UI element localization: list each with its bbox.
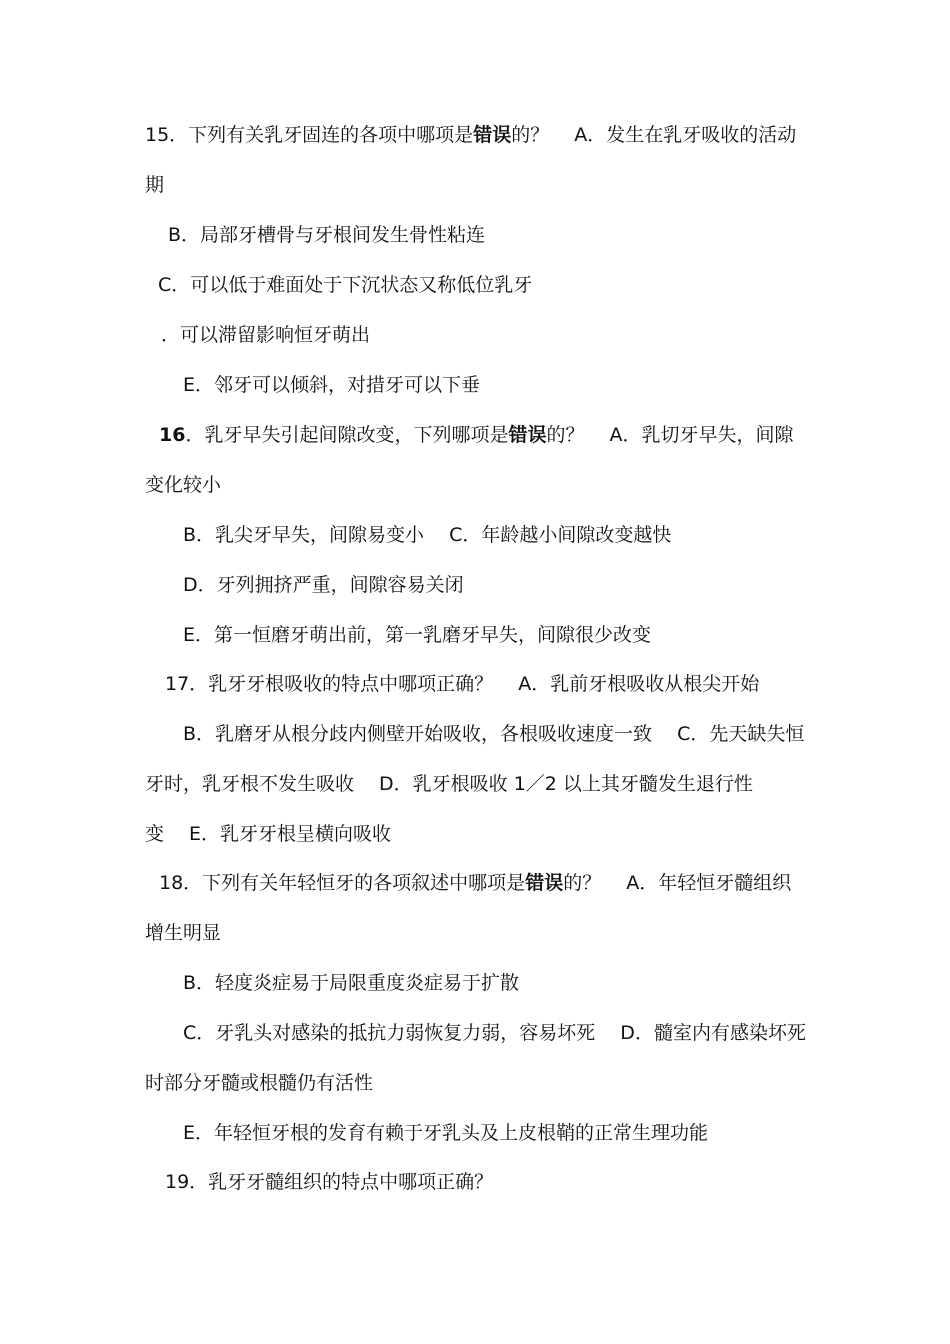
- q16-stem: 16．乳牙早失引起间隙改变，下列哪项是错误的？ A．乳切牙早失，间隙: [159, 424, 794, 446]
- q18-option-b: B．轻度炎症易于局限重度炎症易于扩散: [183, 972, 520, 994]
- q17-stem: 17．乳牙牙根吸收的特点中哪项正确？ A．乳前牙根吸收从根尖开始: [165, 673, 760, 695]
- q15-option-b: B．局部牙槽骨与牙根间发生骨性粘连: [168, 224, 486, 246]
- emphasis-wrong: 错误: [525, 872, 564, 894]
- q17-option-e: 变 E．乳牙牙根呈横向吸收: [145, 823, 392, 845]
- q16-stem-cont: 变化较小: [145, 474, 222, 496]
- q15-option-e: E．邻牙可以倾斜，对措牙可以下垂: [183, 374, 481, 396]
- q16-number: 16: [159, 424, 186, 446]
- q16-option-d: D．牙列拥挤严重，间隙容易关闭: [183, 574, 464, 596]
- q15-option-d: ．可以滞留影响恒牙萌出: [161, 324, 371, 346]
- q15-option-c: C．可以低于难面处于下沉状态又称低位乳牙: [158, 274, 533, 296]
- emphasis-wrong: 错误: [508, 424, 547, 446]
- emphasis-wrong: 错误: [473, 124, 512, 146]
- q16-option-b-c: B．乳尖牙早失，间隙易变小 C．年龄越小间隙改变越快: [183, 524, 672, 546]
- q15-stem: 15．下列有关乳牙固连的各项中哪项是错误的？ A．发生在乳牙吸收的活动: [145, 124, 797, 146]
- q18-option-d-cont: 时部分牙髓或根髓仍有活性: [145, 1072, 374, 1094]
- q16-option-e: E．第一恒磨牙萌出前，第一乳磨牙早失，间隙很少改变: [183, 624, 652, 646]
- q18-option-c-d: C．牙乳头对感染的抵抗力弱恢复力弱，容易坏死 D．髓室内有感染坏死: [183, 1022, 806, 1044]
- q17-option-c-d: 牙时，乳牙根不发生吸收 D．乳牙根吸收 1／2 以上其牙髓发生退行性: [145, 773, 753, 795]
- q18-option-e: E．年轻恒牙根的发育有赖于牙乳头及上皮根鞘的正常生理功能: [183, 1122, 709, 1144]
- q19-stem: 19．乳牙牙髓组织的特点中哪项正确？: [165, 1171, 494, 1193]
- q15-stem-cont: 期: [145, 174, 165, 196]
- q18-stem-cont: 增生明显: [145, 922, 222, 944]
- q17-option-b-c: B．乳磨牙从根分歧内侧壁开始吸收，各根吸收速度一致 C．先天缺失恒: [183, 723, 805, 745]
- q18-stem: 18．下列有关年轻恒牙的各项叙述中哪项是错误的？ A．年轻恒牙髓组织: [159, 872, 792, 894]
